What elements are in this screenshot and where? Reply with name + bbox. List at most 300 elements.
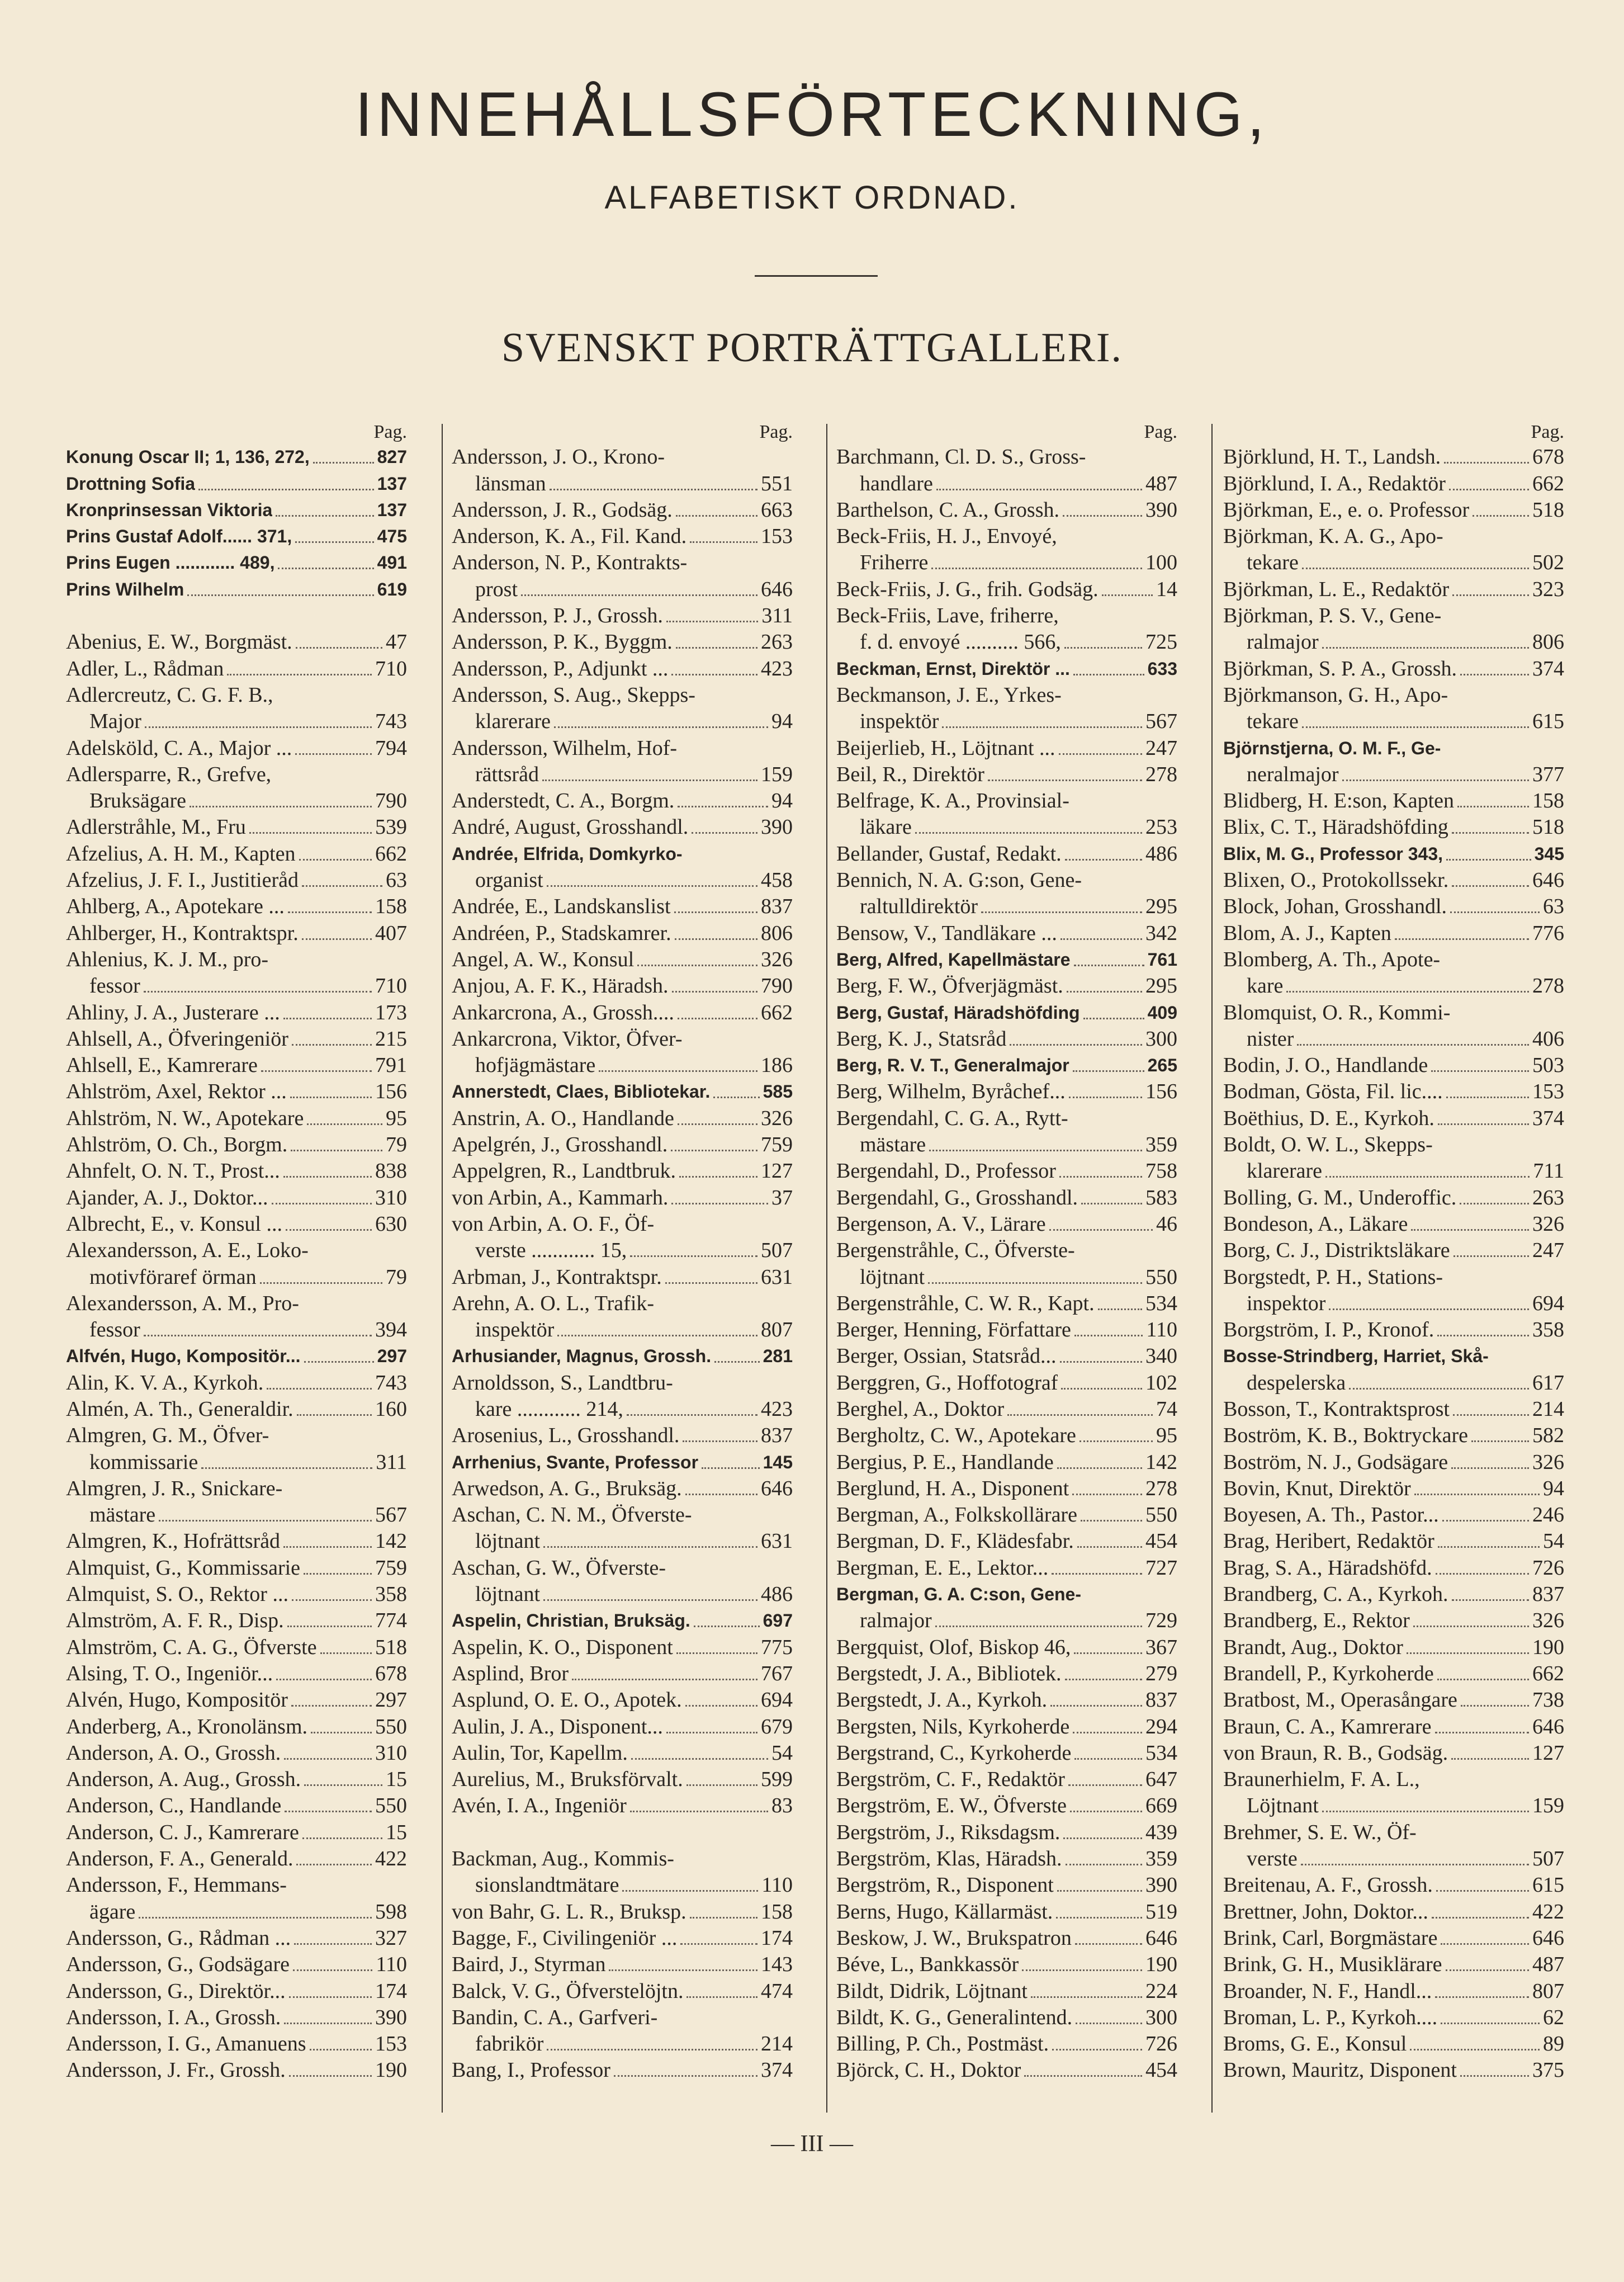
leader-dots [1065, 1679, 1142, 1680]
leader-dots [1083, 1018, 1144, 1019]
entry-name: Bergstrand, C., Kyrkoherde [836, 1741, 1072, 1765]
index-entry [836, 1369, 1177, 1396]
entry-page: 390 [1145, 1873, 1177, 1897]
entry-name: Appelgren, R., Landtbruk. [452, 1159, 676, 1183]
index-entry [452, 576, 793, 602]
entry-name: Berg, F. W., Öfverjägmäst. [836, 974, 1063, 998]
index-entry [836, 1898, 1177, 1925]
leader-dots [1471, 1440, 1529, 1442]
column-divider [442, 424, 443, 2113]
entry-name: raltulldirektör [860, 895, 978, 919]
entry-page: 697 [763, 1610, 793, 1631]
index-entry [452, 1766, 793, 1793]
index-entry [836, 1132, 1177, 1158]
entry-page: 630 [375, 1212, 407, 1236]
index-entry [836, 1052, 1177, 1079]
entry-name: Aschan, C. N. M., Öfverste- [452, 1503, 692, 1527]
entry-page: 160 [375, 1397, 407, 1421]
index-entry [836, 1978, 1177, 2004]
index-entry [1223, 920, 1564, 946]
index-entry [836, 1502, 1177, 1528]
index-entry [836, 1317, 1177, 1343]
entry-page: 127 [761, 1159, 793, 1183]
entry-name: Almén, A. Th., Generaldir. [66, 1397, 293, 1421]
leader-dots [144, 991, 372, 993]
index-entry [1223, 894, 1564, 920]
leader-dots [1407, 1652, 1529, 1654]
entry-page: 407 [375, 921, 407, 945]
index-entry [452, 682, 793, 708]
entry-name: Berg, K. J., Statsråd [836, 1027, 1007, 1051]
leader-dots [249, 832, 372, 834]
index-entry [452, 894, 793, 920]
entry-name: Björkman, L. E., Redaktör [1223, 577, 1450, 601]
entry-name: Ahlberger, H., Kontraktspr. [66, 921, 299, 945]
leader-dots [521, 594, 757, 596]
entry-page: 550 [1145, 1265, 1177, 1289]
entry-name: despelerska [1247, 1371, 1346, 1395]
leader-dots [554, 726, 768, 728]
leader-dots [1411, 1229, 1529, 1231]
entry-page: 278 [1532, 974, 1564, 998]
leader-dots [675, 938, 757, 940]
leader-dots [302, 885, 382, 887]
entry-name: Bolling, G. M., Underoffic. [1223, 1185, 1457, 1209]
entry-name: Andersson, J. O., Krono- [452, 445, 665, 469]
index-entry [452, 1423, 793, 1449]
entry-page: 294 [1145, 1714, 1177, 1738]
entry-name: Block, Johan, Grosshandl. [1223, 895, 1447, 919]
entry-page: 374 [1532, 1106, 1564, 1130]
entry-page: 173 [375, 1000, 407, 1024]
leader-dots [1395, 938, 1529, 940]
index-entry [836, 2005, 1177, 2031]
entry-page: 62 [1543, 2005, 1564, 2029]
leader-dots [1072, 1494, 1142, 1495]
leader-dots [702, 1467, 760, 1469]
leader-dots [680, 1943, 757, 1945]
entry-name: Anderstedt, C. A., Borgm. [452, 789, 675, 813]
entry-page: 567 [1145, 710, 1177, 734]
index-entry [1223, 1184, 1564, 1211]
entry-page: 83 [771, 1794, 793, 1818]
entry-name: Andersson, P. K., Byggm. [452, 630, 673, 654]
entry-name: Broms, G. E., Konsul [1223, 2032, 1407, 2056]
entry-name: Brandt, Aug., Doktor [1223, 1635, 1403, 1659]
entry-page: 646 [1532, 868, 1564, 892]
index-entry [452, 867, 793, 894]
entry-name: Löjtnant [1247, 1794, 1319, 1818]
index-entry [66, 1132, 407, 1158]
entry-page: 145 [763, 1452, 793, 1472]
entry-page: 662 [1532, 471, 1564, 495]
index-entry [452, 1158, 793, 1184]
entry-name: Berghel, A., Doktor [836, 1397, 1005, 1421]
index-entry [452, 788, 793, 814]
leader-dots [630, 1811, 768, 1812]
index-entry [452, 947, 793, 973]
leader-dots [289, 2075, 372, 2077]
entry-name: Almquist, G., Kommissarie [66, 1556, 301, 1580]
leader-dots [1446, 1097, 1529, 1098]
leader-dots [283, 1546, 372, 1548]
entry-name: Anderson, C., Handlande [66, 1794, 282, 1818]
index-entry [1223, 1687, 1564, 1713]
leader-dots [671, 1203, 768, 1204]
index-entry [66, 735, 407, 761]
entry-page: 278 [1145, 1476, 1177, 1500]
entry-name: Bondeson, A., Läkare [1223, 1212, 1408, 1236]
index-entry [836, 1608, 1177, 1634]
leader-dots [694, 1626, 760, 1627]
entry-name: Bergenstråhle, C., Öfverste- [836, 1239, 1075, 1263]
index-entry [452, 814, 793, 840]
leader-dots [928, 1282, 1142, 1284]
leader-dots [1460, 1203, 1529, 1204]
entry-page: 95 [1156, 1424, 1177, 1448]
index-entry [836, 1581, 1177, 1608]
index-entry [66, 1369, 407, 1396]
leader-dots [1451, 1758, 1529, 1760]
leader-dots [1068, 1784, 1142, 1786]
entry-page: 263 [761, 630, 793, 654]
index-entry [1223, 603, 1564, 629]
index-entry [66, 1687, 407, 1713]
entry-name: Aurelius, M., Bruksförvalt. [452, 1768, 683, 1792]
index-entry [66, 1846, 407, 1872]
index-entry [1223, 1423, 1564, 1449]
index-entry [836, 497, 1177, 523]
index-entry [836, 788, 1177, 814]
index-entry [1223, 1898, 1564, 1925]
entry-page: 409 [1147, 1002, 1177, 1023]
entry-name: Andersson, S. Aug., Skepps- [452, 683, 695, 707]
entry-page: 619 [377, 579, 407, 599]
leader-dots [1010, 1044, 1142, 1046]
leader-dots [1049, 1229, 1153, 1231]
leader-dots [1446, 859, 1531, 861]
entry-page: 326 [761, 947, 793, 971]
leader-dots [1437, 1679, 1529, 1680]
index-entry [66, 470, 407, 497]
entry-page: 15 [386, 1768, 407, 1792]
entry-name: Kronprinsessan Viktoria [66, 499, 273, 520]
entry-page: 15 [386, 1820, 407, 1844]
entry-page: 806 [1532, 630, 1564, 654]
entry-page: 14 [1156, 577, 1177, 601]
leader-dots [304, 1361, 374, 1363]
leader-dots [284, 1758, 372, 1760]
index-entry [66, 1898, 407, 1925]
index-entry [836, 1423, 1177, 1449]
index-entry [1223, 1581, 1564, 1608]
index-entry [836, 973, 1177, 999]
entry-name: ralmajor [860, 1609, 932, 1633]
entry-name: Brettner, John, Doktor... [1223, 1900, 1428, 1924]
index-entry [1223, 762, 1564, 788]
index-entry [836, 1105, 1177, 1131]
column-divider [1211, 424, 1213, 2113]
entry-name: läkare [860, 815, 912, 839]
entry-page: 646 [1532, 1926, 1564, 1950]
entry-name: Björkmanson, G. H., Apo- [1223, 683, 1448, 707]
entry-name: Arehn, A. O. L., Trafik- [452, 1291, 655, 1315]
leader-dots [287, 1626, 372, 1627]
entry-name: Anderson, A. Aug., Grossh. [66, 1768, 301, 1792]
entry-page: 127 [1532, 1741, 1564, 1765]
entry-page: 646 [1145, 1926, 1177, 1950]
entry-name: handlare [860, 471, 933, 495]
index-entry [1223, 999, 1564, 1026]
entry-name: mästare [860, 1133, 926, 1157]
leader-dots [283, 1018, 372, 1019]
index-entry [452, 708, 793, 735]
leader-dots [713, 1097, 759, 1098]
index-entry [836, 1264, 1177, 1290]
entry-name: Andrée, E., Landskanslist [452, 895, 671, 919]
entry-name: Bosson, T., Kontraktsprost [1223, 1397, 1450, 1421]
entry-name: inspektor [1247, 1291, 1326, 1315]
leader-dots [542, 779, 757, 781]
entry-name: Björkman, P. S. V., Gene- [1223, 604, 1442, 628]
entry-page: 159 [1532, 1794, 1564, 1818]
entry-name: Prins Gustaf Adolf...... 371, [66, 526, 292, 547]
entry-name: Blixen, O., Protokollssekr. [1223, 868, 1449, 892]
index-entry [1223, 867, 1564, 894]
leader-dots [665, 1282, 757, 1284]
index-entry [836, 1740, 1177, 1766]
entry-name: Brandberg, E., Rektor [1223, 1609, 1410, 1633]
leader-dots [1052, 2049, 1142, 2051]
entry-name: Prins Wilhelm [66, 579, 184, 599]
entry-name: Andréen, P., Stadskamrer. [452, 921, 671, 945]
index-entry [452, 973, 793, 999]
leader-dots [547, 2049, 757, 2051]
leader-dots [1102, 594, 1153, 596]
entry-name: Angel, A. W., Konsul [452, 947, 635, 971]
entry-page: 159 [761, 762, 793, 786]
entry-page: 423 [761, 656, 793, 681]
leader-dots [284, 2023, 372, 2024]
leader-dots [299, 859, 372, 861]
entry-page: 247 [1532, 1239, 1564, 1263]
entry-name: Bergström, R., Disponent [836, 1873, 1054, 1897]
leader-dots [685, 1705, 757, 1707]
index-entry [452, 1634, 793, 1660]
leader-dots [1050, 1705, 1142, 1707]
entry-page: 156 [1145, 1080, 1177, 1104]
entry-name: Bildt, K. G., Generalintend. [836, 2005, 1073, 2029]
entry-page: 599 [761, 1768, 793, 1792]
entry-name: Arnoldsson, S., Landtbru- [452, 1371, 673, 1395]
index-entry [66, 947, 407, 973]
index-entry [452, 1555, 793, 1581]
index-entry [1223, 1291, 1564, 1317]
index-entry [1223, 1713, 1564, 1740]
entry-page: 158 [375, 895, 407, 919]
entry-name: Belfrage, K. A., Provinsial- [836, 789, 1069, 813]
entry-name: Berglund, H. A., Disponent [836, 1476, 1069, 1500]
entry-page: 54 [771, 1741, 793, 1765]
index-entry [66, 1952, 407, 1978]
entry-page: 646 [761, 577, 793, 601]
leader-dots [678, 806, 768, 807]
index-entry [836, 444, 1177, 470]
entry-page: 94 [771, 789, 793, 813]
entry-name: Brink, G. H., Musiklärare [1223, 1953, 1442, 1977]
index-entry [66, 629, 407, 655]
leader-dots [1059, 1176, 1142, 1178]
leader-dots [1098, 1308, 1142, 1310]
spacer [66, 603, 407, 629]
leader-dots [313, 462, 374, 464]
leader-dots [1063, 515, 1142, 517]
leader-dots [1438, 1123, 1529, 1125]
entry-name: löjtnant [475, 1582, 541, 1607]
entry-name: Backman, Aug., Kommis- [452, 1847, 674, 1871]
entry-page: 743 [375, 710, 407, 734]
leader-dots [672, 991, 758, 993]
index-entry [452, 2005, 793, 2031]
index-entry [836, 2031, 1177, 2057]
leader-dots [1065, 859, 1142, 861]
entry-page: 311 [761, 604, 793, 628]
index-entry [836, 1528, 1177, 1555]
index-entry [836, 999, 1177, 1026]
leader-dots [1449, 489, 1529, 490]
leader-dots [1413, 1626, 1529, 1627]
leader-dots [1057, 1467, 1142, 1469]
leader-dots [1079, 1440, 1153, 1442]
entry-name: länsman [475, 471, 546, 495]
index-entry [836, 735, 1177, 761]
entry-page: 190 [1145, 1953, 1177, 1977]
leader-dots [1452, 594, 1529, 596]
index-entry [66, 1766, 407, 1793]
entry-page: 837 [761, 1424, 793, 1448]
index-entry [836, 1211, 1177, 1237]
entry-page: 89 [1543, 2032, 1564, 2056]
entry-name: klarerare [1247, 1159, 1322, 1183]
index-entry [66, 1237, 407, 1264]
entry-name: inspektör [475, 1318, 555, 1342]
entry-page: 767 [761, 1661, 793, 1685]
index-entry [452, 1449, 793, 1475]
entry-name: Friherre [860, 551, 929, 575]
index-entry [1223, 1502, 1564, 1528]
entry-page: 79 [386, 1133, 407, 1157]
entry-page: 377 [1532, 762, 1564, 786]
entry-name: Björkman, K. A. G., Apo- [1223, 525, 1443, 549]
index-entry [66, 894, 407, 920]
entry-page: 694 [761, 1688, 793, 1712]
leader-dots [304, 1573, 372, 1575]
index-entry [1223, 1846, 1564, 1872]
entry-page: 807 [1532, 1979, 1564, 2003]
index-entry [1223, 1952, 1564, 1978]
entry-page: 631 [761, 1529, 793, 1553]
leader-dots [1437, 1335, 1529, 1336]
index-entry [836, 1846, 1177, 1872]
entry-name: Boström, K. B., Boktryckare [1223, 1424, 1469, 1448]
entry-page: 142 [1145, 1450, 1177, 1474]
entry-page: 617 [1532, 1371, 1564, 1395]
index-entry [66, 1291, 407, 1317]
entry-name: Andrée, Elfrida, Domkyrko- [452, 843, 683, 864]
entry-page: 725 [1145, 630, 1177, 654]
entry-page: 726 [1532, 1556, 1564, 1580]
leader-dots [1431, 1070, 1529, 1072]
index-entry [1223, 1369, 1564, 1396]
entry-name: Ahlsell, E., Kamrerare [66, 1053, 258, 1078]
entry-name: Anstrin, A. O., Handlande [452, 1106, 674, 1130]
entry-name: Bruksägare [89, 789, 187, 813]
spacer [452, 1819, 793, 1845]
entry-page: 37 [771, 1185, 793, 1209]
entry-page: 54 [1543, 1529, 1564, 1553]
entry-name: Alexandersson, A. E., Loko- [66, 1239, 309, 1263]
index-entry [66, 1158, 407, 1184]
index-entry [1223, 947, 1564, 973]
entry-page: 323 [1532, 577, 1564, 601]
entry-page: 253 [1145, 815, 1177, 839]
entry-page: 791 [375, 1053, 407, 1078]
entry-name: Broander, N. F., Handl... [1223, 1979, 1432, 2003]
leader-dots [1024, 2075, 1142, 2077]
entry-name: Breitenau, A. F., Grossh. [1223, 1873, 1433, 1897]
index-entry [66, 1978, 407, 2004]
entry-name: Borgstedt, P. H., Stations- [1223, 1265, 1443, 1289]
index-entry [66, 444, 407, 470]
entry-name: Beskow, J. W., Brukspatron [836, 1926, 1072, 1950]
entry-name: sionslandtmätare [475, 1873, 619, 1897]
leader-dots [1461, 1705, 1529, 1707]
index-entry [1223, 1634, 1564, 1660]
leader-dots [272, 1203, 372, 1204]
entry-name: Beil, R., Direktör [836, 762, 984, 786]
leader-dots [1074, 1758, 1142, 1760]
entry-page: 327 [375, 1926, 407, 1950]
entry-name: Asplind, Bror [452, 1661, 569, 1685]
entry-page: 519 [1145, 1900, 1177, 1924]
entry-name: Balck, V. G., Öfverstelöjtn. [452, 1979, 684, 2003]
entry-name: verste ............ 15, [475, 1239, 627, 1263]
index-column-2 [452, 421, 793, 2083]
index-entry [1223, 788, 1564, 814]
entry-page: 390 [375, 2005, 407, 2029]
entry-page: 585 [763, 1081, 793, 1102]
entry-name: Anderson, F. A., Generald. [66, 1847, 293, 1871]
entry-name: Bergström, C. F., Redaktör [836, 1768, 1065, 1792]
index-entry [66, 2057, 407, 2083]
index-entry [66, 920, 407, 946]
pag-header: Pag. [1144, 422, 1177, 442]
entry-name: Björnstjerna, O. M. F., Ge- [1223, 738, 1441, 758]
index-entry [66, 2005, 407, 2031]
leader-dots [1349, 1388, 1529, 1390]
entry-page: 518 [1532, 815, 1564, 839]
index-entry [66, 1819, 407, 1845]
entry-page: 615 [1532, 710, 1564, 734]
entry-name: Bergman, D. F., Klädesfabr. [836, 1529, 1074, 1553]
leader-dots [289, 1996, 372, 1998]
index-entry [452, 1317, 793, 1343]
leader-dots [283, 1176, 372, 1178]
entry-page: 487 [1145, 471, 1177, 495]
entry-page: 158 [1532, 789, 1564, 813]
index-entry [1223, 1740, 1564, 1766]
index-entry [452, 1343, 793, 1369]
